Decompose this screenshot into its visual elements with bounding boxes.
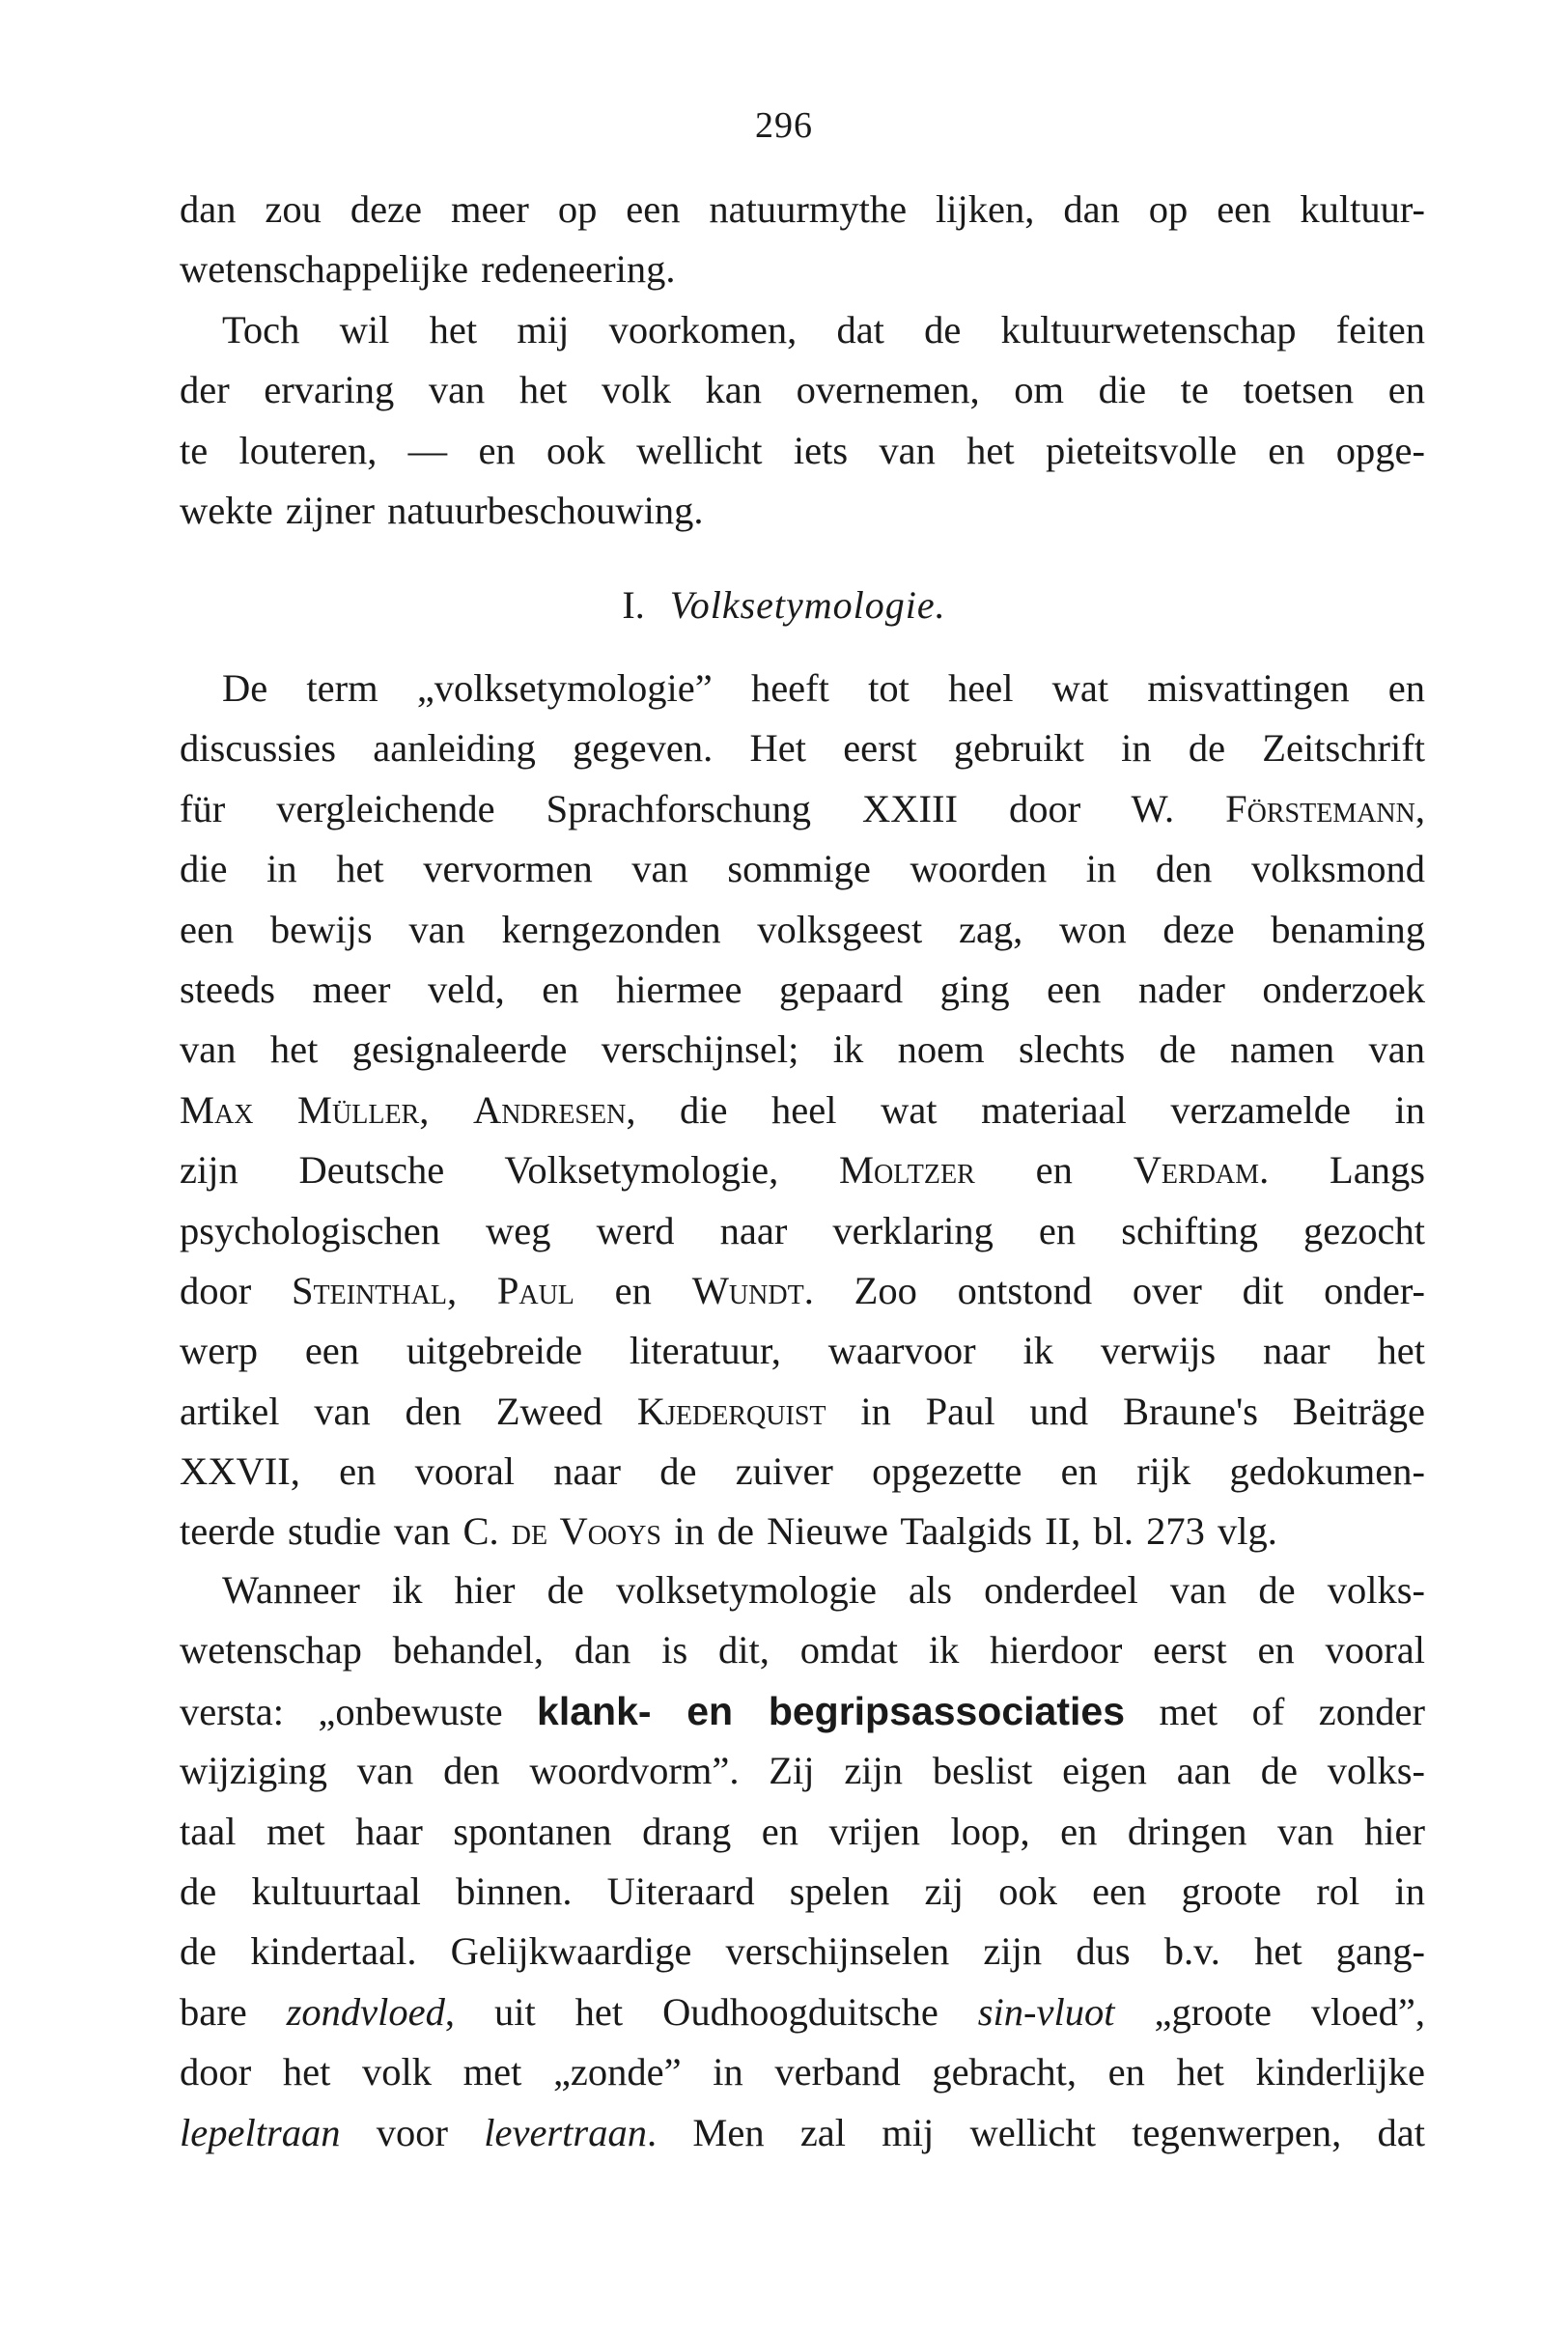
text-line: discussies aanleiding gegeven. Het eerst gebruikt in de Zeitschrift <box>180 726 1425 771</box>
text-line: wetenschap behandel, dan is dit, omdat ik hierdoor eerst en vooral <box>180 1628 1425 1672</box>
example-word: levertraan <box>484 2110 647 2154</box>
text-line: door Steinthal, Paul en Wundt. Zoo ontstond over dit onder- <box>180 1268 1425 1312</box>
text-line: teerde studie van C. de Vooys in de Nieuwe Taalgids II, bl. 273 vlg. <box>180 1509 1277 1554</box>
text-line: der ervaring van het volk kan overnemen, om die te toetsen en <box>180 368 1425 412</box>
author-name: Max Müller <box>180 1087 420 1132</box>
paragraph-volksetymologie-intro <box>180 659 1425 1562</box>
page-number: 296 <box>755 105 813 146</box>
text-line: die in het vervormen van sommige woorden in den volksmond <box>180 847 1425 891</box>
text-line: versta: „onbewuste klank- en begripsassociaties met of zonder <box>180 1688 1425 1733</box>
section-number: I. <box>622 583 645 627</box>
text-line: Wanneer ik hier de volksetymologie als onderdeel van de volks- <box>222 1568 1425 1612</box>
author-name: Andresen <box>472 1087 627 1132</box>
text-line: bare zondvloed, uit het Oudhoogduitsche sin-vluot „groote vloed”, <box>180 1989 1425 2034</box>
text-line: XXVII, en vooral naar de zuiver opgezette en rijk gedokumen- <box>180 1449 1425 1494</box>
author-name: Paul <box>496 1268 574 1312</box>
text-line: für vergleichende Sprachforschung XXIII door W. Förstemann, <box>180 786 1425 830</box>
example-word: sin-vluot <box>977 1989 1115 2034</box>
emphasis-bold: klank- en begripsassociaties <box>537 1688 1125 1733</box>
text-line: te louteren, — en ook wellicht iets van het pieteitsvolle en opge- <box>180 428 1425 472</box>
intro-paragraph <box>180 180 1425 541</box>
text-line: door het volk met „zonde” in verband gebracht, en het kinderlijke <box>180 2050 1425 2094</box>
author-name: Verdam <box>1133 1148 1260 1193</box>
text-line: een bewijs van kerngezonden volksgeest zag, won deze benaming <box>180 907 1425 951</box>
text-line: psychologischen weg werd naar verklaring en schifting gezocht <box>180 1208 1425 1252</box>
section-title: Volksetymologie. <box>669 583 946 627</box>
text-line: Toch wil het mij voorkomen, dat de kultuurwetenschap feiten <box>222 307 1425 351</box>
author-name: de Vooys <box>511 1509 661 1554</box>
paragraph-definition <box>180 1560 1425 2163</box>
text-line: wijziging van den woordvorm”. Zij zijn beslist eigen aan de volks- <box>180 1749 1425 1793</box>
author-name: Moltzer <box>839 1148 975 1193</box>
example-word: lepeltraan <box>180 2110 341 2154</box>
text-line: dan zou deze meer op een natuurmythe lijken, dan op een kultuur- <box>180 187 1425 231</box>
text-line: Max Müller, Andresen, die heel wat materiaal verzamelde in <box>180 1087 1426 1132</box>
text-line: taal met haar spontanen drang en vrijen loop, en dringen van hier <box>180 1809 1425 1853</box>
author-name: Steinthal <box>292 1268 447 1312</box>
section-heading <box>0 576 1568 635</box>
text-line: lepeltraan voor levertraan. Men zal mij wellicht tegenwerpen, dat <box>180 2110 1425 2154</box>
text-line: van het gesignaleerde verschijnsel; ik noem slechts de namen van <box>180 1027 1425 1072</box>
example-word: zondvloed <box>286 1989 445 2034</box>
text-line: werp een uitgebreide literatuur, waarvoor ik verwijs naar het <box>180 1329 1425 1373</box>
author-name: Kjederquist <box>636 1389 826 1433</box>
author-name: Förstemann, <box>1225 786 1425 830</box>
text-line: de kultuurtaal binnen. Uiteraard spelen zij ook een groote rol in <box>180 1869 1425 1913</box>
text-line: De term „volksetymologie” heeft tot heel wat misvattingen en <box>222 666 1425 710</box>
text-line: artikel van den Zweed Kjederquist in Paul und Braune's Beiträge <box>180 1389 1425 1433</box>
text-line: wekte zijner natuurbeschouwing. <box>180 488 704 532</box>
text-line: steeds meer veld, en hiermee gepaard ging een nader onderzoek <box>180 967 1425 1011</box>
text-line: wetenschappelijke redeneering. <box>180 247 676 292</box>
text-line: de kindertaal. Gelijkwaardige verschijnselen zijn dus b.v. het gang- <box>180 1929 1425 1974</box>
text-line: zijn Deutsche Volksetymologie, Moltzer en Verdam. Langs <box>180 1148 1425 1193</box>
author-name: Wundt <box>691 1268 804 1312</box>
